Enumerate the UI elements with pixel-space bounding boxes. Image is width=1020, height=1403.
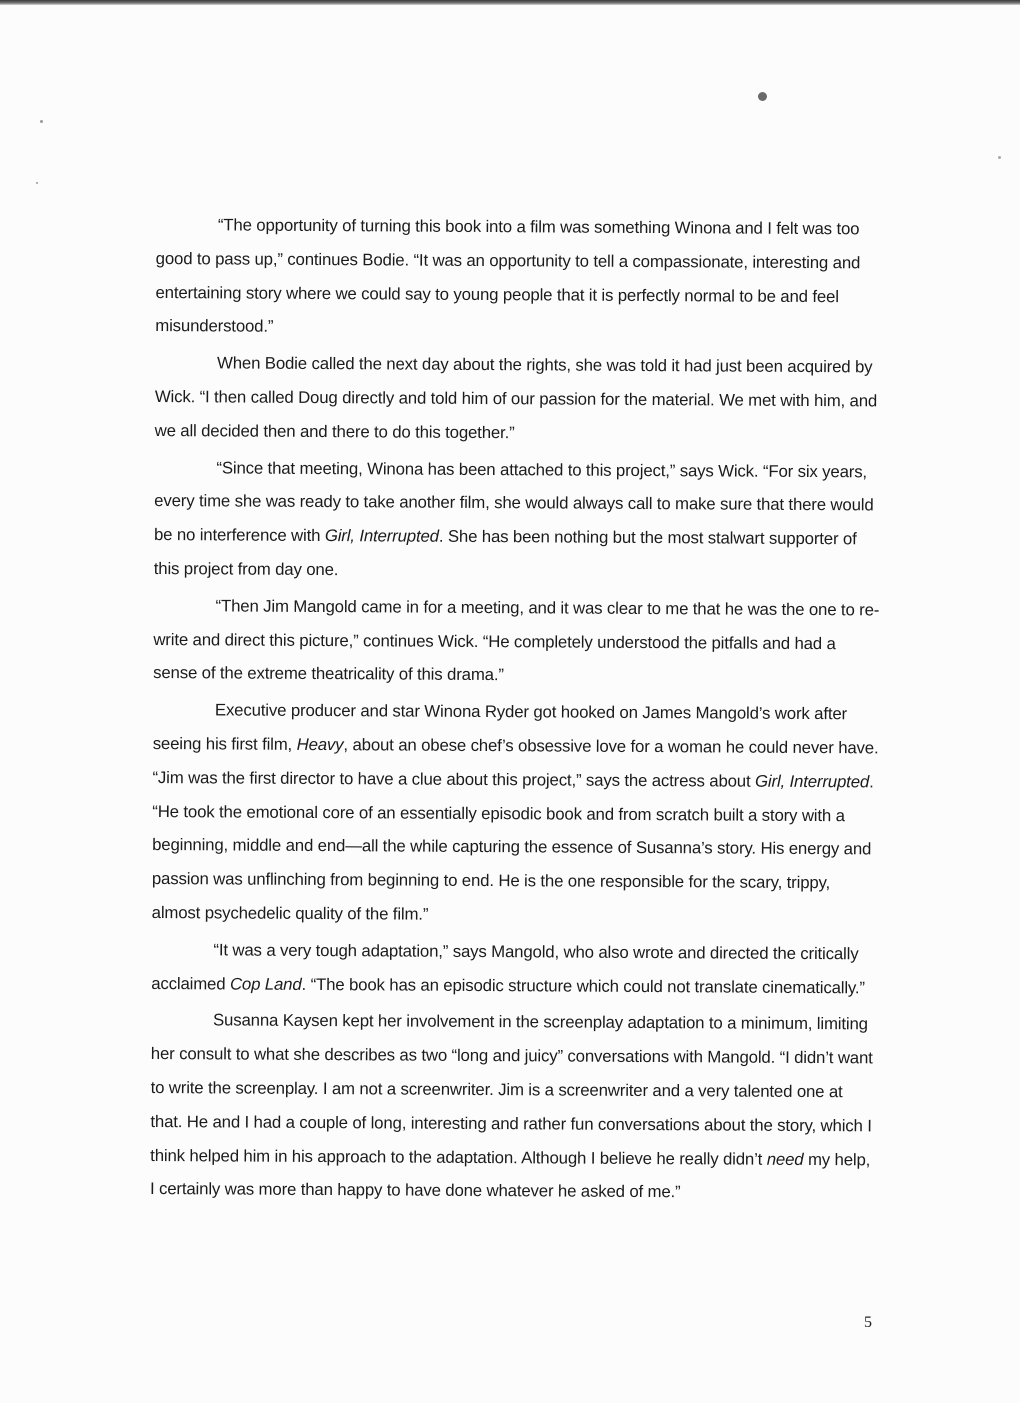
paragraph <box>154 451 883 591</box>
paragraph-text: . She has been nothing but the most stalwart supporter of this project from day one. <box>153 526 857 580</box>
paragraph-text: “It was a very tough adaptation,” says Mangold, who also wrote and directed the critically acclaimed <box>151 940 859 993</box>
paragraph-text: , about an obese chef’s obsessive love for a woman he could never have. “Jim was the first director to have a clue about this project,” says the actress about <box>152 735 879 791</box>
paragraph-text: . “The book has an episodic structure which could not translate cinematically.” <box>301 974 865 997</box>
page-number: 5 <box>864 1314 872 1331</box>
paragraph-text: . “He took the emotional core of an essentially episodic book and from scratch built a story with a beginning, middle and end—all the while capturing the essence of Susanna’s story. His energy and passion was unflinching from beginning to end. He is the one responsible for the scary, trippy, almost psychedelic quality of the film.” <box>151 772 874 924</box>
paragraph <box>151 933 879 1005</box>
dust-speck <box>758 92 767 101</box>
paragraph <box>152 693 881 934</box>
italic-title-text: Heavy <box>296 734 344 755</box>
paragraph-text: “Since that meeting, Winona has been attached to this project,” says Wick. “For six years, every time she was ready to take another film, she would always call to make sure that there would be no interference with <box>153 457 874 546</box>
paragraph-text: Executive producer and star Winona Ryder got hooked on James Mangold’s work after seeing his first film, <box>152 700 848 754</box>
page-top-edge <box>0 0 1020 5</box>
italic-title-text: need <box>766 1149 804 1169</box>
paragraph-text: my help, I certainly was more than happy to have done whatever he asked of me.” <box>149 1149 871 1202</box>
italic-title-text: Girl, Interrupted <box>324 526 439 546</box>
dust-speck <box>998 156 1001 159</box>
paragraph-text: “The opportunity of turning this book into a film was something Winona and I felt was too good to pass up,” continues Bodie. “It was an opportunity to tell a compassionate, interesting and entertaining story where we could say to young people that it is perfectly normal to be and feel misunderstood.” <box>155 215 861 337</box>
paragraph <box>155 346 884 452</box>
paragraph-text: Susanna Kaysen kept her involvement in the screenplay adaptation to a minimum, limiting her consult to what she describes as two “long and juicy” conversations with Mangold. “I didn’t want to write the screenplay. I am not a screenwriter. Jim is a screenwriter and a very talented one at that. He and I had a couple of long, interesting and rather fun conversations about the story, which I think helped him in his approach to the adaptation. Although I believe he really didn’t <box>150 1010 873 1169</box>
paragraph-text: “Then Jim Mangold came in for a meeting, and it was clear to me that he was the one to re-write and direct this picture,” continues Wick. “He completely understood the pitfalls and had a sense of the extreme theatricality of this drama.” <box>153 596 880 685</box>
italic-title-text: Girl, Interrupted <box>755 771 870 792</box>
paragraph <box>150 1003 879 1210</box>
italic-title-text: Cop Land <box>229 973 302 994</box>
document-body <box>150 208 884 1214</box>
dust-speck <box>36 182 38 184</box>
dust-speck <box>40 120 43 123</box>
paragraph-text: When Bodie called the next day about the rights, she was told it had just been acquired by Wick. “I then called Doug directly and told him of our passion for the material. We met with him, and we all decided then and there to do this together.” <box>154 353 878 442</box>
paragraph <box>153 589 882 695</box>
paragraph <box>155 208 884 348</box>
